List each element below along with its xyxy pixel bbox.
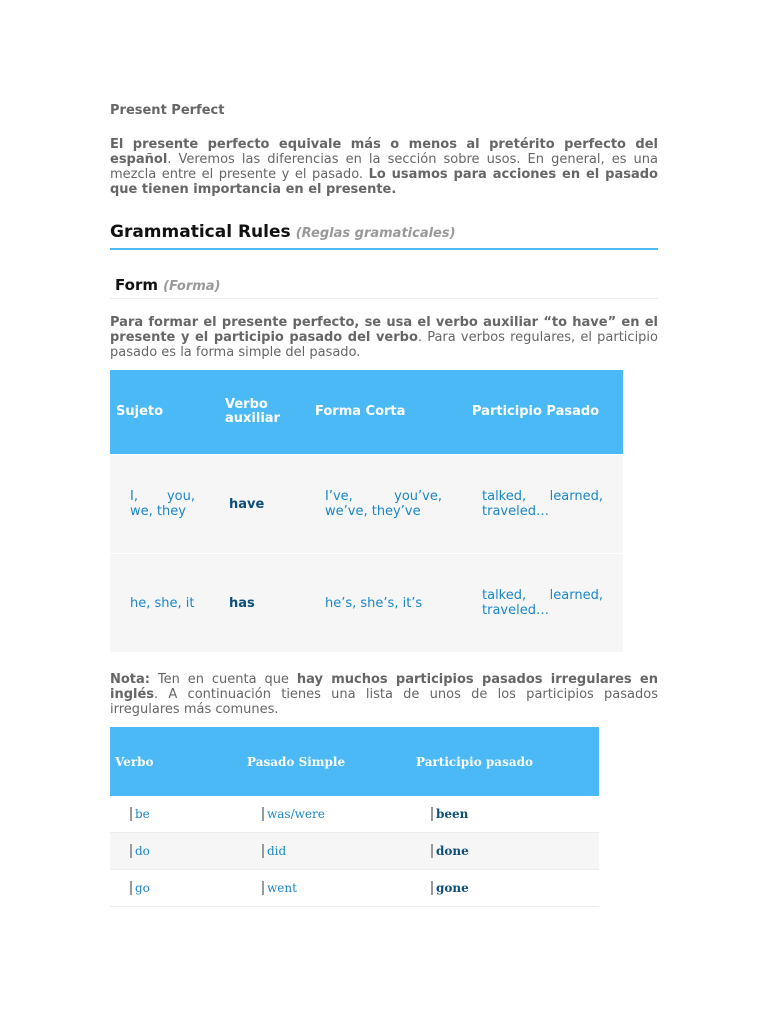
intro-bold-1: El presente perfecto equivale más o menos al pretérito perfecto del español: [110, 137, 658, 167]
cell-past-simple: [242, 796, 411, 833]
note-text-1: Ten en cuenta que: [150, 672, 297, 687]
table-row: [110, 796, 599, 833]
cell-subject: I, you, we, they: [110, 455, 215, 554]
cell-short-form: I’ve, you’ve, we’ve, they’ve: [305, 455, 462, 554]
form-bold-1: Para formar el presente perfecto, se usa el verbo auxiliar “to have” en el presente y el participio pasado del verbo: [110, 315, 658, 345]
header-pasado-simple: Pasado Simple: [242, 727, 411, 796]
verb-text: do: [130, 844, 150, 858]
past-participle-text: done: [431, 844, 469, 858]
page-title: Present Perfect: [110, 103, 225, 118]
form-paragraph: [110, 315, 658, 360]
intro-bold-2: Lo usamos para acciones en el pasado que tienen importancia en el presente.: [110, 167, 658, 197]
cell-past-participle: [411, 870, 599, 907]
form-table-header: [110, 370, 623, 455]
irregular-verbs-table: [110, 727, 599, 907]
past-simple-text: was/were: [262, 807, 325, 821]
cell-short-form: he’s, she’s, it’s: [305, 554, 462, 653]
table-row: [110, 455, 623, 554]
grammatical-rules-heading: [110, 222, 658, 250]
heading-title: Grammatical Rules: [110, 222, 291, 242]
header-verbo-auxiliar: Verbo auxiliar: [215, 370, 305, 455]
form-table: [110, 370, 623, 652]
cell-past-participle: [411, 796, 599, 833]
past-participle-text: gone: [431, 881, 469, 895]
heading-subtitle: (Reglas gramaticales): [295, 226, 456, 241]
header-forma-corta: Forma Corta: [305, 370, 462, 455]
cell-verb: [110, 796, 242, 833]
cell-participle: talked, learned, traveled…: [462, 554, 623, 653]
table-row: [110, 870, 599, 907]
past-participle-text: been: [431, 807, 468, 821]
note-text-2: . A continuación tienes una lista de unos de los participios pasados irregulares más comunes.: [110, 687, 658, 717]
verb-text: go: [130, 881, 150, 895]
header-participio: Participio pasado: [411, 727, 599, 796]
form-text-1: . Para verbos regulares, el participio pasado es la forma simple del pasado.: [110, 330, 658, 360]
header-participio-pasado: Participio Pasado: [462, 370, 623, 455]
cell-verb: [110, 833, 242, 870]
form-title: Form: [115, 276, 158, 294]
past-simple-text: went: [262, 881, 297, 895]
irregular-table-header: [110, 727, 599, 796]
note-label: Nota:: [110, 672, 150, 687]
cell-subject: he, she, it: [110, 554, 215, 653]
cell-auxiliary: has: [215, 554, 305, 653]
table-row: [110, 554, 623, 653]
table-row: [110, 833, 599, 870]
header-verbo: Verbo: [110, 727, 242, 796]
cell-past-participle: [411, 833, 599, 870]
cell-verb: [110, 870, 242, 907]
note-bold: hay muchos participios pasados irregulares en inglés: [110, 672, 659, 702]
note-paragraph: [110, 672, 658, 717]
cell-past-simple: [242, 833, 411, 870]
header-sujeto: Sujeto: [110, 370, 215, 455]
cell-participle: talked, learned, traveled…: [462, 455, 623, 554]
intro-paragraph: [110, 137, 658, 197]
cell-past-simple: [242, 870, 411, 907]
verb-text: be: [130, 807, 150, 821]
cell-auxiliary: have: [215, 455, 305, 554]
past-simple-text: did: [262, 844, 286, 858]
form-subtitle: (Forma): [163, 279, 221, 294]
intro-text-1: . Veremos las diferencias en la sección sobre usos. En general, es una mezcla entre el presente y el pasado.: [110, 152, 658, 182]
form-heading: [110, 275, 658, 299]
